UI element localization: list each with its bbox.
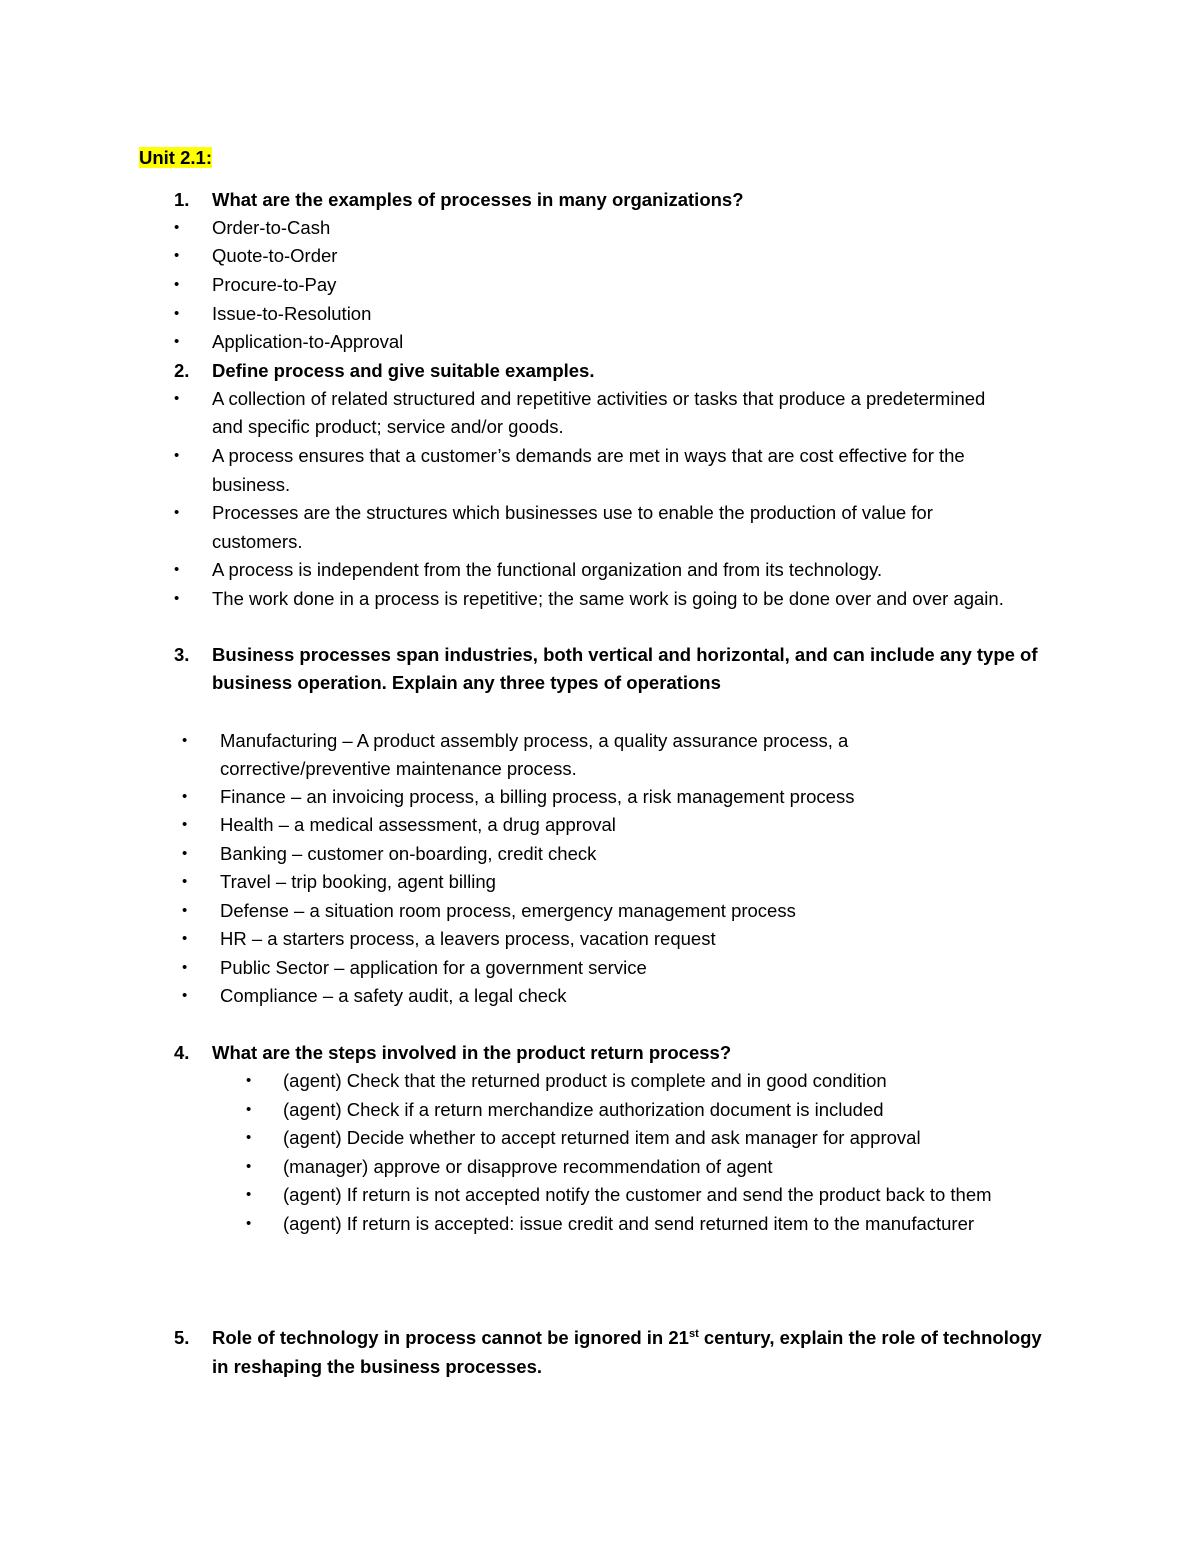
- bullet-icon: •: [182, 732, 188, 749]
- bullet-icon: •: [174, 219, 180, 236]
- list-item: Quote-to-Order: [212, 245, 338, 266]
- list-item: Procure-to-Pay: [212, 274, 337, 295]
- bullet-icon: •: [182, 959, 188, 976]
- list-item: (agent) Check if a return merchandize authorization document is included: [283, 1099, 884, 1120]
- list-item: A collection of related structured and repetitive activities or tasks that produce a predetermined: [212, 388, 986, 409]
- bullet-icon: •: [182, 845, 188, 862]
- question-text: Define process and give suitable examples.: [212, 360, 595, 381]
- question-number: 1.: [174, 189, 190, 210]
- list-item: (agent) If return is accepted: issue credit and send returned item to the manufacturer: [283, 1213, 975, 1234]
- bullet-icon: •: [246, 1158, 252, 1175]
- list-item: A process is independent from the functional organization and from its technology.: [212, 559, 883, 580]
- bullet-icon: •: [246, 1129, 252, 1146]
- list-item: Health – a medical assessment, a drug approval: [220, 814, 616, 835]
- bullet-icon: •: [182, 788, 188, 805]
- list-item: (agent) Decide whether to accept returned item and ask manager for approval: [283, 1127, 921, 1148]
- bullet-icon: •: [174, 247, 180, 264]
- bullet-icon: •: [182, 816, 188, 833]
- list-item-continuation: customers.: [212, 531, 303, 552]
- bullet-icon: •: [246, 1186, 252, 1203]
- bullet-icon: •: [174, 447, 180, 464]
- list-item: Compliance – a safety audit, a legal check: [220, 985, 567, 1006]
- bullet-icon: •: [174, 333, 180, 350]
- bullet-icon: •: [182, 930, 188, 947]
- list-item: Public Sector – application for a government service: [220, 957, 647, 978]
- question-text: What are the steps involved in the product return process?: [212, 1042, 732, 1063]
- list-item-continuation: business.: [212, 474, 291, 495]
- question-text-pre: Role of technology in process cannot be ignored in 21: [212, 1327, 689, 1348]
- list-item: Application-to-Approval: [212, 331, 404, 352]
- bullet-icon: •: [174, 390, 180, 407]
- list-item-continuation: corrective/preventive maintenance process.: [220, 758, 577, 779]
- unit-title: [139, 144, 212, 172]
- bullet-icon: •: [182, 902, 188, 919]
- list-item: Manufacturing – A product assembly process, a quality assurance process, a: [220, 730, 849, 751]
- list-item: (agent) Check that the returned product is complete and in good condition: [283, 1070, 887, 1091]
- question-text-post: century, explain the role of technology: [698, 1327, 1042, 1348]
- bullet-icon: •: [182, 873, 188, 890]
- ordinal-superscript: st: [688, 1328, 699, 1340]
- bullet-icon: •: [182, 987, 188, 1004]
- list-item: Banking – customer on-boarding, credit check: [220, 843, 597, 864]
- list-item: Defense – a situation room process, emergency management process: [220, 900, 796, 921]
- question-text-continuation: business operation. Explain any three types of operations: [212, 672, 721, 693]
- bullet-icon: •: [174, 504, 180, 521]
- bullet-icon: •: [174, 305, 180, 322]
- list-item: (agent) If return is not accepted notify the customer and send the product back to them: [283, 1184, 992, 1205]
- bullet-icon: •: [174, 276, 180, 293]
- list-item: Order-to-Cash: [212, 217, 331, 238]
- bullet-icon: •: [246, 1072, 252, 1089]
- list-item: Issue-to-Resolution: [212, 303, 372, 324]
- list-item: Finance – an invoicing process, a billing process, a risk management process: [220, 786, 855, 807]
- list-item: The work done in a process is repetitive; the same work is going to be done over and over again.: [212, 588, 1004, 609]
- question-number: 5.: [174, 1327, 190, 1348]
- unit-title-highlight: Unit 2.1:: [139, 147, 212, 168]
- bullet-icon: •: [246, 1101, 252, 1118]
- bullet-icon: •: [174, 590, 180, 607]
- bullet-icon: •: [174, 561, 180, 578]
- list-item: (manager) approve or disapprove recommendation of agent: [283, 1156, 773, 1177]
- bullet-icon: •: [246, 1215, 252, 1232]
- list-item: Travel – trip booking, agent billing: [220, 871, 496, 892]
- list-item: Processes are the structures which businesses use to enable the production of value for: [212, 502, 933, 523]
- question-number: 2.: [174, 360, 190, 381]
- question-text: What are the examples of processes in many organizations?: [212, 189, 744, 210]
- question-text: Business processes span industries, both vertical and horizontal, and can include any type of: [212, 644, 1038, 665]
- question-text: [212, 1324, 1042, 1352]
- list-item: A process ensures that a customer’s demands are met in ways that are cost effective for the: [212, 445, 965, 466]
- question-number: 4.: [174, 1042, 190, 1063]
- list-item: HR – a starters process, a leavers process, vacation request: [220, 928, 716, 949]
- question-text-continuation: in reshaping the business processes.: [212, 1356, 543, 1377]
- question-number: 3.: [174, 644, 190, 665]
- list-item-continuation: and specific product; service and/or goods.: [212, 416, 564, 437]
